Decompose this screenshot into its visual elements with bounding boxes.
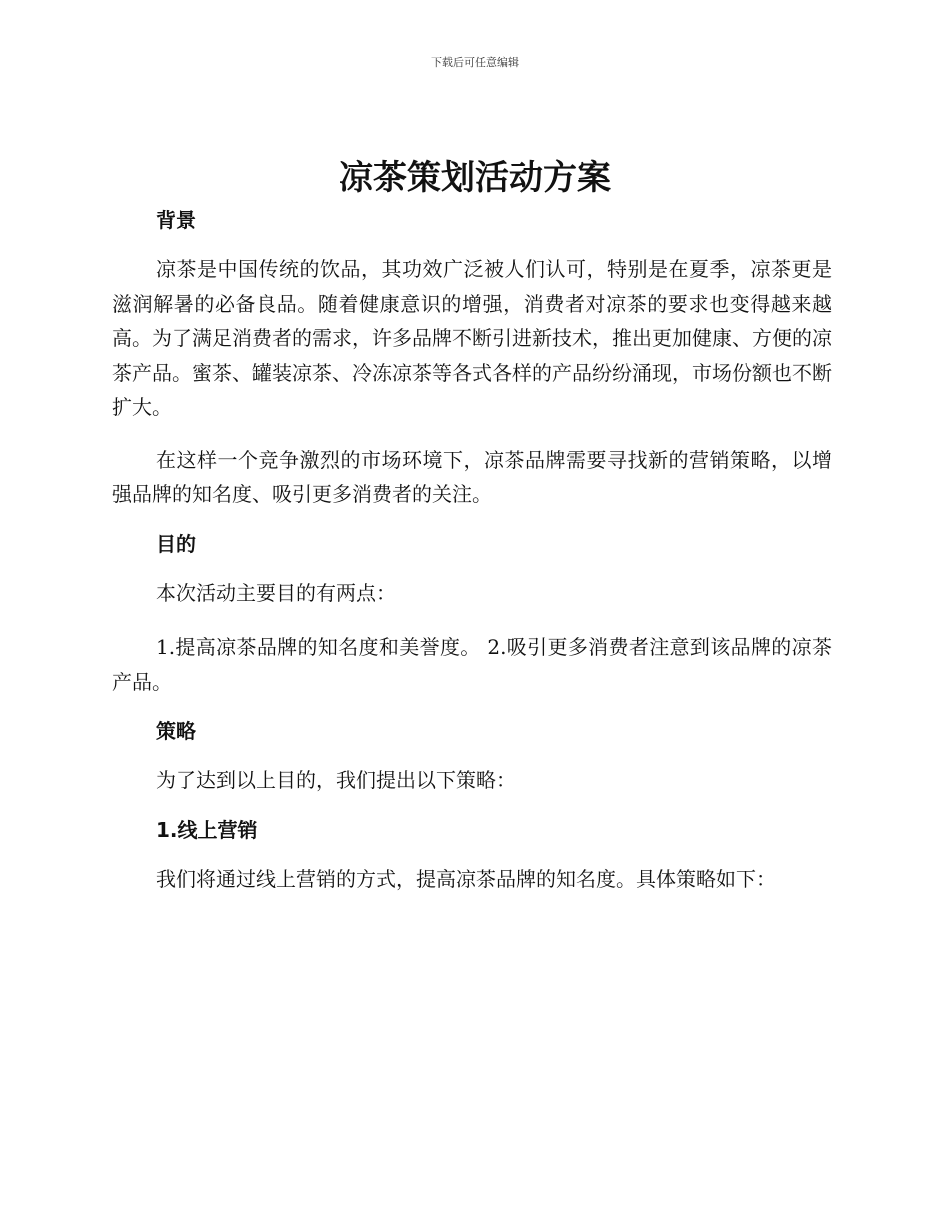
section-heading-background: 背景 [156,208,196,232]
background-paragraph-2: 在这样一个竞争激烈的市场环境下，凉茶品牌需要寻找新的营销策略，以增强品牌的知名度、吸引更多消费者的关注。 [112,447,832,506]
strategy-subheading-online-marketing: 1.线上营销 [156,817,258,842]
document-body [112,200,832,896]
goal-paragraph-2: 1.提高凉茶品牌的知名度和美誉度。 2.吸引更多消费者注意到该品牌的凉茶产品。 [112,635,832,694]
section-heading-strategy: 策略 [156,719,196,743]
strategy-intro: 为了达到以上目的，我们提出以下策略： [156,768,516,792]
header-note: 下载后可任意编辑 [431,56,519,69]
background-paragraph-1: 凉茶是中国传统的饮品，其功效广泛被人们认可，特别是在夏季，凉茶更是滋润解暑的必备良品。随着健康意识的增强，消费者对凉茶的要求也变得越来越高。为了满足消费者的需求，许多品牌不断引进新技术，推出更加健康、方便的凉茶产品。蜜茶、罐装凉茶、冷冻凉茶等各式各样的产品纷纷涌现，市场份额也不断扩大。 [112,257,832,419]
strategy-online-marketing-paragraph: 我们将通过线上营销的方式，提高凉茶品牌的知名度。具体策略如下： [156,866,776,891]
section-heading-goal: 目的 [156,531,196,556]
goal-paragraph-1: 本次活动主要目的有两点： [156,580,396,605]
document-title: 凉茶策划活动方案 [339,158,611,198]
